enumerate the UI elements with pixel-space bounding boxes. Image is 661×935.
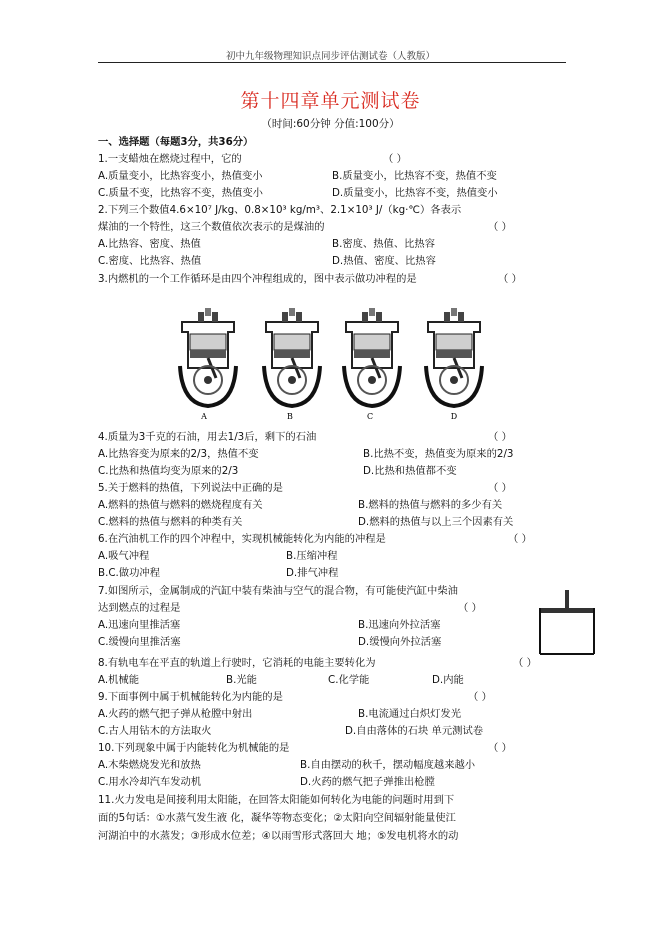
q5-option-d: D.燃料的热值与以上三个因素有关 <box>358 516 514 528</box>
q8-option-c: C.化学能 <box>328 674 370 686</box>
piston-rod <box>565 590 569 608</box>
engine-label-b: B <box>287 412 293 421</box>
q7-option-a: A.迅速向里推活塞 <box>98 619 181 631</box>
q10-option-b: B.自由摆动的秋千，摆动幅度越来越小 <box>300 759 476 771</box>
q4-stem: 4.质量为3千克的石油，用去1/3后，剩下的石油 <box>98 431 317 443</box>
q6-option-c: B.C.做功冲程 <box>98 567 160 579</box>
q5-answer-bracket: （ ） <box>488 482 512 494</box>
q10-stem: 10.下列现象中属于内能转化为机械能的是 <box>98 742 290 754</box>
engine-diagram-c <box>344 308 400 406</box>
q4-option-c: C.比热和热值均变为原来的2/3 <box>98 465 239 477</box>
q5-option-a: A.燃料的热值与燃料的燃烧程度有关 <box>98 499 263 511</box>
engine-diagram-a <box>180 308 236 406</box>
engine-strokes-figure <box>170 308 490 423</box>
engine-diagram-b <box>264 308 320 406</box>
q1-option-b: B.质量变小，比热容不变，热值不变 <box>332 170 497 182</box>
q9-option-a: A.火药的燃气把子弹从枪膛中射出 <box>98 708 253 720</box>
q6-stem: 6.在汽油机工作的四个冲程中，实现机械能转化为内能的冲程是 <box>98 533 386 545</box>
q2-answer-bracket: （ ） <box>488 221 512 233</box>
q2-option-b: B.密度、热值、比热容 <box>332 238 436 250</box>
q7-stem-line2: 达到燃点的过程是 <box>98 602 181 614</box>
q11-stem-line3: 河湖泊中的水蒸发；③形成水位差；④以雨雪形式落回大 地；⑤发电机将水的动 <box>98 830 459 842</box>
q10-option-d: D.火药的燃气把子弹推出枪膛 <box>300 776 435 788</box>
q6-option-b: B.压缩冲程 <box>286 550 338 562</box>
q5-option-b: B.燃料的热值与燃料的多少有关 <box>358 499 503 511</box>
q8-option-d: D.内能 <box>432 674 464 686</box>
q7-option-d: D.缓慢向外拉活塞 <box>358 636 442 648</box>
page-header: 初中九年级物理知识点同步评估测试卷（人教版） <box>225 51 435 62</box>
q9-answer-bracket: （ ） <box>468 691 492 703</box>
q5-stem: 5.关于燃料的热值，下列说法中正确的是 <box>98 482 283 494</box>
q4-option-d: D.比热和热值都不变 <box>363 465 457 477</box>
q2-option-d: D.热值、密度、比热容 <box>332 255 436 267</box>
q2-option-c: C.密度、比热容、热值 <box>98 255 202 267</box>
engine-diagram-d <box>426 308 482 406</box>
q4-option-b: B.比热不变，热值变为原来的2/3 <box>363 448 514 460</box>
q3-stem: 3.内燃机的一个工作循环是由四个冲程组成的，图中表示做功冲程的是 <box>98 273 417 285</box>
engine-label-d: D <box>450 412 458 421</box>
q1-option-c: C.质量不变，比热容不变，热值变小 <box>98 187 263 199</box>
q10-answer-bracket: （ ） <box>488 742 512 754</box>
q10-option-c: C.用水冷却汽车发动机 <box>98 776 202 788</box>
q11-stem-line2: 面的5句话：①水蒸气发生液 化，凝华等物态变化；②太阳向空间辐射能量使江 <box>98 812 456 824</box>
q2-option-a: A.比热容、密度、热值 <box>98 238 201 250</box>
q9-stem: 9.下面事例中属于机械能转化为内能的是 <box>98 691 283 703</box>
exam-info: （时间:60分钟 分值:100分） <box>261 118 400 130</box>
q3-answer-bracket: （ ） <box>498 273 522 285</box>
q6-answer-bracket: （ ） <box>508 533 532 545</box>
engine-label-a: A <box>201 412 207 421</box>
q8-stem: 8.有轨电车在平直的轨道上行驶时，它消耗的电能主要转化为 <box>98 657 376 669</box>
cylinder-figure <box>538 590 596 656</box>
q4-option-a: A.比热容变为原来的2/3，热值不变 <box>98 448 259 460</box>
piston <box>541 608 593 613</box>
q8-option-a: A.机械能 <box>98 674 140 686</box>
q9-option-c: C.古人用钻木的方法取火 <box>98 725 212 737</box>
q4-answer-bracket: （ ） <box>488 431 512 443</box>
q7-option-c: C.缓慢向里推活塞 <box>98 636 181 648</box>
q9-option-b: B.电流通过白炽灯发光 <box>358 708 462 720</box>
q11-stem-line1: 11.火力发电是间接利用太阳能，在回答太阳能如何转化为电能的问题时用到下 <box>98 794 455 806</box>
q8-answer-bracket: （ ） <box>513 657 537 669</box>
q1-stem: 1.一支蜡烛在燃烧过程中，它的 <box>98 153 242 165</box>
q2-stem-line2: 煤油的一个特性，这三个数值依次表示的是煤油的 <box>98 221 325 233</box>
engine-label-c: C <box>366 412 374 421</box>
q2-stem-line1: 2.下列三个数值4.6×10⁷ J/kg、0.8×10³ kg/m³、2.1×10³ J/（kg·℃）各表示 <box>98 204 462 216</box>
section-heading: 一、选择题（每题3分，共36分） <box>98 136 254 148</box>
q5-option-c: C.燃料的热值与燃料的种类有关 <box>98 516 243 528</box>
q7-answer-bracket: （ ） <box>458 602 482 614</box>
q1-answer-bracket: （ ） <box>383 153 407 165</box>
q8-option-b: B.光能 <box>226 674 257 686</box>
q1-option-d: D.质量变小，比热容不变，热值变小 <box>332 187 498 199</box>
q9-option-d: D.自由落体的石块 单元测试卷 <box>345 725 484 737</box>
q10-option-a: A.木柴燃烧发光和放热 <box>98 759 201 771</box>
header-rule <box>98 62 566 63</box>
q7-option-b: B.迅速向外拉活塞 <box>358 619 441 631</box>
q6-option-a: A.吸气冲程 <box>98 550 150 562</box>
q6-option-d: D.排气冲程 <box>286 567 339 579</box>
q1-option-a: A.质量变小，比热容变小，热值变小 <box>98 170 263 182</box>
page-title: 第十四章单元测试卷 <box>240 90 421 112</box>
q7-stem-line1: 7.如图所示，金属制成的汽缸中装有柴油与空气的混合物，有可能使汽缸中柴油 <box>98 585 458 597</box>
